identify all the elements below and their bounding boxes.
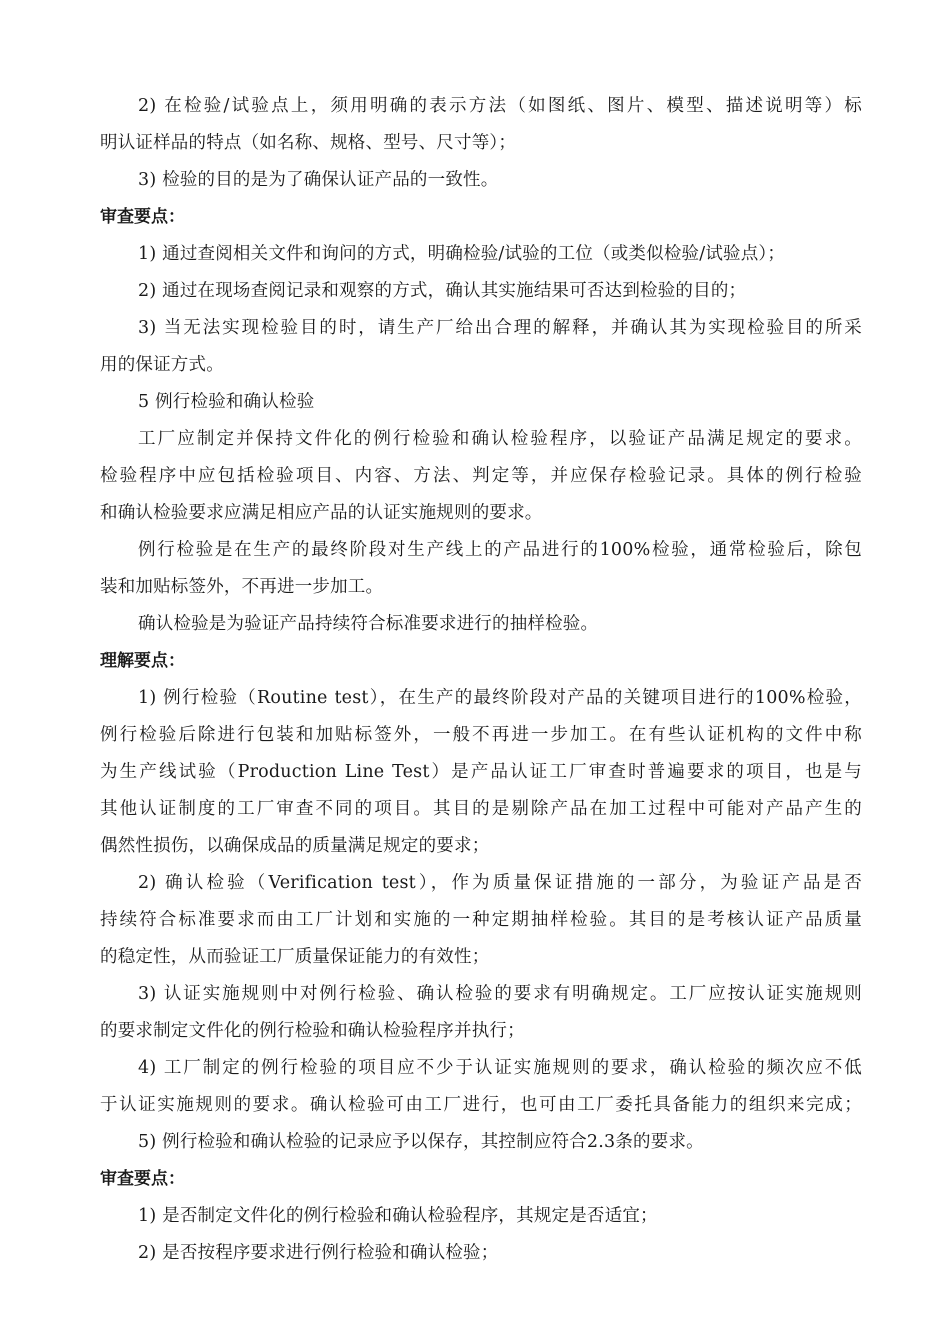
paragraph-line: 确认检验是为验证产品持续符合标准要求进行的抽样检验。	[138, 614, 599, 634]
paragraph-line: 1) 通过查阅相关文件和询问的方式，明确检验/试验的工位（或类似检验/试验点）；	[138, 244, 786, 264]
section-heading: 理解要点：	[100, 651, 185, 671]
document-page	[100, 88, 862, 1272]
paragraph-line: 5) 例行检验和确认检验的记录应予以保存，其控制应符合2.3条的要求。	[138, 1132, 704, 1152]
paragraph-line: 偶然性损伤，以确保成品的质量满足规定的要求；	[100, 836, 490, 856]
paragraph-line: 3) 当无法实现检验目的时，请生产厂给出合理的解释，并确认其为实现检验目的所采	[138, 318, 862, 338]
paragraph-line: 装和加贴标签外，不再进一步加工。	[100, 577, 384, 597]
paragraph-line: 例行检验后除进行包装和加贴标签外，一般不再进一步加工。在有些认证机构的文件中称	[100, 725, 862, 745]
paragraph-line: 检验程序中应包括检验项目、内容、方法、判定等，并应保存检验记录。具体的例行检验	[100, 466, 862, 486]
paragraph-line: 明认证样品的特点（如名称、规格、型号、尺寸等）；	[100, 133, 517, 153]
paragraph-line: 和确认检验要求应满足相应产品的认证实施规则的要求。	[100, 503, 543, 523]
paragraph-line: 2) 在检验/试验点上，须用明确的表示方法（如图纸、图片、模型、描述说明等）标	[138, 96, 862, 116]
paragraph-line: 用的保证方式。	[100, 355, 224, 375]
section-heading: 审查要点：	[100, 207, 185, 227]
paragraph-line: 的要求制定文件化的例行检验和确认检验程序并执行；	[100, 1021, 525, 1041]
paragraph-line: 2) 通过在现场查阅记录和观察的方式，确认其实施结果可否达到检验的目的；	[138, 281, 747, 301]
section-title: 5 例行检验和确认检验	[138, 392, 315, 412]
paragraph-line: 2) 是否按程序要求进行例行检验和确认检验；	[138, 1243, 499, 1263]
paragraph-line: 1) 是否制定文件化的例行检验和确认检验程序，其规定是否适宜；	[138, 1206, 658, 1226]
paragraph-line: 3) 检验的目的是为了确保认证产品的一致性。	[138, 170, 499, 190]
section-heading: 审查要点：	[100, 1169, 185, 1189]
paragraph-line: 于认证实施规则的要求。确认检验可由工厂进行，也可由工厂委托具备能力的组织来完成；	[100, 1095, 862, 1115]
paragraph-line: 3) 认证实施规则中对例行检验、确认检验的要求有明确规定。工厂应按认证实施规则	[138, 984, 862, 1004]
paragraph-line: 4) 工厂制定的例行检验的项目应不少于认证实施规则的要求，确认检验的频次应不低	[138, 1058, 862, 1078]
paragraph-line: 2) 确认检验（Verification test），作为质量保证措施的一部分，为验证产品是否	[138, 873, 862, 893]
paragraph-line: 的稳定性，从而验证工厂质量保证能力的有效性；	[100, 947, 490, 967]
paragraph-line: 持续符合标准要求而由工厂计划和实施的一种定期抽样检验。其目的是考核认证产品质量	[100, 910, 862, 930]
paragraph-line: 其他认证制度的工厂审查不同的项目。其目的是剔除产品在加工过程中可能对产品产生的	[100, 799, 862, 819]
paragraph-line: 例行检验是在生产的最终阶段对生产线上的产品进行的100%检验，通常检验后，除包	[138, 540, 862, 560]
paragraph-line: 工厂应制定并保持文件化的例行检验和确认检验程序，以验证产品满足规定的要求。	[138, 429, 862, 449]
paragraph-line: 1) 例行检验（Routine test），在生产的最终阶段对产品的关键项目进行的100%检验，	[138, 688, 862, 708]
paragraph-line: 为生产线试验（Production Line Test）是产品认证工厂审查时普遍要求的项目，也是与	[100, 762, 862, 782]
